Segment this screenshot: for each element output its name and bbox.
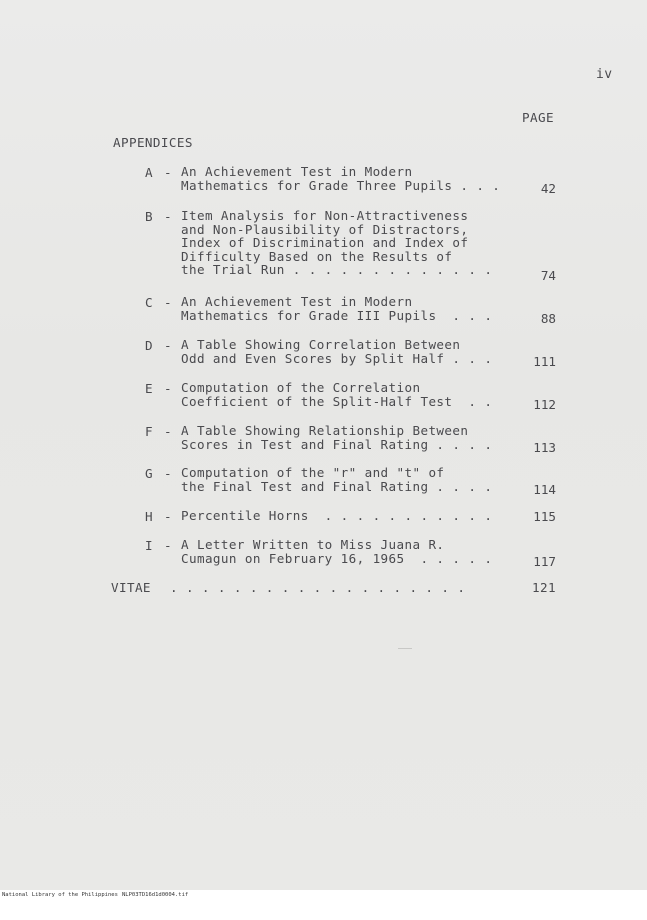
appendix-page-number: 74 [540,268,556,283]
footer-library-name: National Library of the Philippines [2,892,118,898]
vitae-page-number: 121 [532,580,556,595]
appendix-letter: I [145,538,153,553]
appendix-letter: F [145,424,153,439]
vitae-leader-dots: . . . . . . . . . . . . . . . . . . . [170,580,466,595]
appendix-title: An Achievement Test in Modern Mathematics for Grade Three Pupils . . . [181,164,501,193]
appendix-title: An Achievement Test in Modern Mathematics for Grade III Pupils . . . [181,294,493,323]
appendix-dash: - [164,209,172,224]
scan-footer [0,890,647,900]
appendix-dash: - [164,538,172,553]
appendix-page-number: 117 [533,554,556,569]
appendix-dash: - [164,466,172,481]
appendix-letter: H [145,509,153,524]
appendix-letter: D [145,338,153,353]
appendix-title: Item Analysis for Non-Attractiveness and Non-Plausibility of Distractors, Index of Discrimination and Index of Difficulty Based on the Results of the Trial Run . . . . . . . . . . . . . [181,208,493,278]
appendix-letter: A [145,165,153,180]
appendix-dash: - [164,381,172,396]
appendix-title: Computation of the Correlation Coefficient of the Split-Half Test . . [181,380,493,409]
appendix-dash: - [164,509,172,524]
appendices-heading: APPENDICES [113,135,193,150]
appendix-letter: G [145,466,153,481]
roman-page-number: iv [596,67,613,82]
appendix-title: A Table Showing Relationship Between Scores in Test and Final Rating . . . . [181,423,493,452]
appendix-title: A Letter Written to Miss Juana R. Cumagun on February 16, 1965 . . . . . [181,537,493,566]
appendix-page-number: 88 [540,311,556,326]
appendix-title: Computation of the "r" and "t" of the Final Test and Final Rating . . . . [181,465,493,494]
appendix-letter: E [145,381,153,396]
appendix-dash: - [164,338,172,353]
appendix-dash: - [164,424,172,439]
appendix-page-number: 112 [533,397,556,412]
appendix-letter: C [145,295,153,310]
appendix-title: A Table Showing Correlation Between Odd and Even Scores by Split Half . . . [181,337,493,366]
footer-file-name: NLP03TD16d1d0004.tif [122,892,189,898]
appendix-page-number: 114 [533,482,556,497]
appendix-page-number: 42 [540,181,556,196]
appendix-page-number: 115 [533,509,556,524]
appendix-dash: - [164,295,172,310]
appendix-title: Percentile Horns . . . . . . . . . . . [181,508,493,523]
appendix-dash: - [164,165,172,180]
appendix-page-number: 113 [533,440,556,455]
vitae-label: VITAE [111,580,151,595]
paper-smudge [398,648,412,649]
appendix-letter: B [145,209,153,224]
page-column-heading: PAGE [522,110,554,125]
appendix-page-number: 111 [533,354,556,369]
